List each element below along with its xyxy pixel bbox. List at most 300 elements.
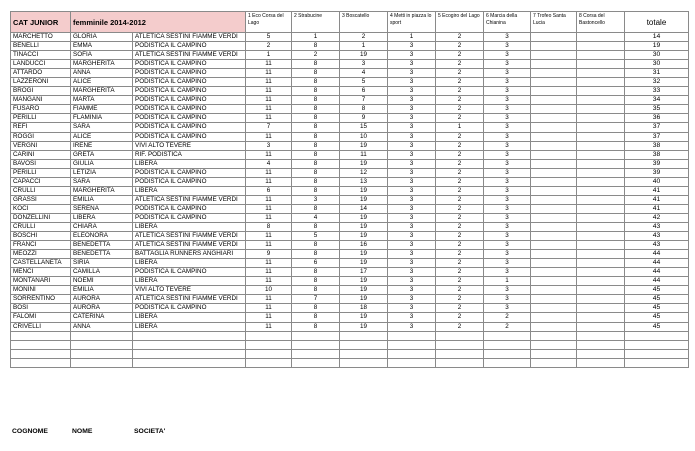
table-row xyxy=(11,322,689,331)
cell-race-4: 3 xyxy=(388,141,436,150)
cell-name: SIRIA xyxy=(71,259,133,268)
empty-cell xyxy=(484,349,531,358)
cell-race-3: 19 xyxy=(340,186,388,195)
cell-name: SARA xyxy=(71,123,133,132)
cell-surname: TINACCI xyxy=(11,51,71,60)
cell-race-1: 8 xyxy=(246,222,292,231)
cell-race-5: 2 xyxy=(436,259,484,268)
cell-total: 30 xyxy=(625,60,689,69)
cell-surname: MENCI xyxy=(11,268,71,277)
table-row xyxy=(11,168,689,177)
cell-race-8 xyxy=(577,60,625,69)
cell-race-1: 11 xyxy=(246,304,292,313)
cell-race-4: 3 xyxy=(388,69,436,78)
cell-surname: BOSCHI xyxy=(11,232,71,241)
cell-race-3: 19 xyxy=(340,159,388,168)
cell-name: FIAMME xyxy=(71,105,133,114)
empty-row xyxy=(11,349,689,358)
cell-race-2: 8 xyxy=(292,132,340,141)
cell-race-1: 11 xyxy=(246,177,292,186)
cell-race-2: 5 xyxy=(292,232,340,241)
cell-surname: CRIVELLI xyxy=(11,322,71,331)
cell-race-1: 4 xyxy=(246,159,292,168)
cell-total: 39 xyxy=(625,159,689,168)
cell-race-5: 2 xyxy=(436,322,484,331)
cell-name: GRETA xyxy=(71,150,133,159)
cell-race-2: 8 xyxy=(292,114,340,123)
empty-cell xyxy=(246,331,292,340)
cell-race-1: 3 xyxy=(246,141,292,150)
cell-total: 37 xyxy=(625,132,689,141)
table-row xyxy=(11,195,689,204)
cell-name: ANNA xyxy=(71,69,133,78)
table-row xyxy=(11,150,689,159)
empty-cell xyxy=(246,340,292,349)
table-row xyxy=(11,114,689,123)
cell-total: 43 xyxy=(625,241,689,250)
cell-race-4: 3 xyxy=(388,168,436,177)
cell-race-2: 8 xyxy=(292,250,340,259)
cell-name: ANNA xyxy=(71,322,133,331)
cell-surname: CRULLI xyxy=(11,186,71,195)
cell-race-6: 3 xyxy=(484,195,531,204)
cell-race-2: 8 xyxy=(292,268,340,277)
cell-race-2: 7 xyxy=(292,295,340,304)
empty-row xyxy=(11,331,689,340)
cell-race-4: 3 xyxy=(388,213,436,222)
cell-race-4: 3 xyxy=(388,42,436,51)
cell-race-6: 3 xyxy=(484,33,531,42)
cell-race-6: 3 xyxy=(484,141,531,150)
cell-club: ATLETICA SESTINI FIAMME VERDI xyxy=(133,295,246,304)
cell-name: MARGHERITA xyxy=(71,60,133,69)
cell-race-7 xyxy=(531,322,577,331)
cell-race-6: 3 xyxy=(484,159,531,168)
empty-cell xyxy=(625,340,689,349)
cell-name: CHIARA xyxy=(71,222,133,231)
empty-cell xyxy=(340,340,388,349)
cell-surname: KOCI xyxy=(11,204,71,213)
cell-club: LIBERA xyxy=(133,259,246,268)
cell-surname: CASTELLANETA xyxy=(11,259,71,268)
cell-race-8 xyxy=(577,141,625,150)
cell-race-4: 3 xyxy=(388,60,436,69)
cell-race-2: 8 xyxy=(292,150,340,159)
cell-race-1: 11 xyxy=(246,87,292,96)
cell-club: PODISTICA IL CAMPINO xyxy=(133,204,246,213)
cell-total: 14 xyxy=(625,33,689,42)
table-row xyxy=(11,123,689,132)
table-row xyxy=(11,96,689,105)
cell-race-6: 3 xyxy=(484,168,531,177)
cell-race-6: 3 xyxy=(484,123,531,132)
cell-race-8 xyxy=(577,213,625,222)
cell-surname: DONZELLINI xyxy=(11,213,71,222)
cell-club: PODISTICA IL CAMPINO xyxy=(133,69,246,78)
cell-race-6: 3 xyxy=(484,114,531,123)
cell-club: VIVI ALTO TEVERE xyxy=(133,286,246,295)
table-row xyxy=(11,60,689,69)
cell-race-7 xyxy=(531,259,577,268)
cell-surname: LANDUCCI xyxy=(11,60,71,69)
cell-race-1: 6 xyxy=(246,186,292,195)
cell-race-4: 3 xyxy=(388,51,436,60)
empty-cell xyxy=(292,358,340,367)
cell-race-4: 3 xyxy=(388,304,436,313)
cell-club: PODISTICA IL CAMPINO xyxy=(133,114,246,123)
cell-surname: PERILLI xyxy=(11,168,71,177)
cell-total: 39 xyxy=(625,168,689,177)
cell-club: PODISTICA IL CAMPINO xyxy=(133,304,246,313)
cell-race-6: 3 xyxy=(484,96,531,105)
cell-club: RIF. PODISTICA xyxy=(133,150,246,159)
table-row xyxy=(11,177,689,186)
cell-club: PODISTICA IL CAMPINO xyxy=(133,168,246,177)
cell-race-1: 11 xyxy=(246,204,292,213)
cell-race-3: 19 xyxy=(340,213,388,222)
table-row xyxy=(11,87,689,96)
table-row xyxy=(11,241,689,250)
cell-race-2: 8 xyxy=(292,60,340,69)
cell-surname: BENELLI xyxy=(11,42,71,51)
cell-race-5: 1 xyxy=(436,123,484,132)
cell-race-6: 3 xyxy=(484,42,531,51)
empty-cell xyxy=(292,331,340,340)
cell-race-8 xyxy=(577,268,625,277)
cell-race-3: 19 xyxy=(340,322,388,331)
cell-total: 43 xyxy=(625,222,689,231)
cell-race-7 xyxy=(531,69,577,78)
cell-name: MARGHERITA xyxy=(71,87,133,96)
cell-race-4: 3 xyxy=(388,313,436,322)
cell-race-1: 11 xyxy=(246,105,292,114)
cell-total: 34 xyxy=(625,96,689,105)
cell-race-5: 2 xyxy=(436,42,484,51)
cell-surname: ROGGI xyxy=(11,132,71,141)
race-header-6: 6 Marcia della Chianina xyxy=(484,12,531,33)
race-header-1: 1 Eco Corsa del Lago xyxy=(246,12,292,33)
cell-total: 38 xyxy=(625,150,689,159)
cell-race-6: 3 xyxy=(484,304,531,313)
cell-race-3: 9 xyxy=(340,114,388,123)
empty-cell xyxy=(388,331,436,340)
cell-race-6: 3 xyxy=(484,186,531,195)
cell-race-8 xyxy=(577,241,625,250)
cell-race-2: 8 xyxy=(292,322,340,331)
cell-race-3: 18 xyxy=(340,304,388,313)
empty-cell xyxy=(388,349,436,358)
cell-race-7 xyxy=(531,51,577,60)
cell-surname: CARINI xyxy=(11,150,71,159)
cell-total: 45 xyxy=(625,304,689,313)
empty-cell xyxy=(133,358,246,367)
cell-race-7 xyxy=(531,132,577,141)
cell-name: EMMA xyxy=(71,42,133,51)
cell-surname: CAPACCI xyxy=(11,177,71,186)
cell-race-3: 13 xyxy=(340,177,388,186)
cell-race-2: 8 xyxy=(292,96,340,105)
cell-race-6: 3 xyxy=(484,60,531,69)
cell-club: LIBERA xyxy=(133,313,246,322)
cell-race-2: 8 xyxy=(292,313,340,322)
table-row xyxy=(11,204,689,213)
category-cell: CAT JUNIOR xyxy=(11,12,71,33)
empty-cell xyxy=(246,349,292,358)
cell-surname: BROGI xyxy=(11,87,71,96)
cell-total: 35 xyxy=(625,105,689,114)
empty-row xyxy=(11,340,689,349)
cell-race-1: 11 xyxy=(246,295,292,304)
empty-cell xyxy=(71,349,133,358)
cell-race-3: 2 xyxy=(340,33,388,42)
cell-race-6: 3 xyxy=(484,213,531,222)
cell-race-1: 11 xyxy=(246,213,292,222)
cell-race-4: 3 xyxy=(388,277,436,286)
cell-race-6: 3 xyxy=(484,204,531,213)
cell-total: 19 xyxy=(625,42,689,51)
cell-name: SERENA xyxy=(71,204,133,213)
cell-race-6: 3 xyxy=(484,259,531,268)
cell-race-5: 2 xyxy=(436,168,484,177)
cell-race-7 xyxy=(531,159,577,168)
table-row xyxy=(11,78,689,87)
cell-race-7 xyxy=(531,304,577,313)
cell-race-6: 3 xyxy=(484,69,531,78)
cell-race-1: 11 xyxy=(246,60,292,69)
cell-surname: BAVOSI xyxy=(11,159,71,168)
cell-name: MARGHERITA xyxy=(71,186,133,195)
cell-race-2: 8 xyxy=(292,123,340,132)
cell-race-6: 3 xyxy=(484,295,531,304)
cell-race-8 xyxy=(577,313,625,322)
empty-cell xyxy=(340,358,388,367)
cell-race-2: 8 xyxy=(292,186,340,195)
cell-race-4: 3 xyxy=(388,322,436,331)
cell-club: PODISTICA IL CAMPINO xyxy=(133,213,246,222)
cell-race-3: 4 xyxy=(340,69,388,78)
cell-race-5: 2 xyxy=(436,114,484,123)
empty-cell xyxy=(484,358,531,367)
cell-race-4: 3 xyxy=(388,286,436,295)
cell-name: LETIZIA xyxy=(71,168,133,177)
empty-cell xyxy=(484,331,531,340)
empty-cell xyxy=(340,331,388,340)
cell-surname: VERGNI xyxy=(11,141,71,150)
cell-total: 40 xyxy=(625,177,689,186)
cell-name: MARTA xyxy=(71,96,133,105)
cell-race-7 xyxy=(531,250,577,259)
cell-race-7 xyxy=(531,277,577,286)
cell-race-8 xyxy=(577,259,625,268)
cell-race-8 xyxy=(577,105,625,114)
cell-race-8 xyxy=(577,277,625,286)
cell-total: 32 xyxy=(625,78,689,87)
cell-race-1: 11 xyxy=(246,241,292,250)
empty-cell xyxy=(531,358,577,367)
cell-club: VIVI ALTO TEVERE xyxy=(133,141,246,150)
cell-race-1: 11 xyxy=(246,195,292,204)
cell-race-3: 17 xyxy=(340,268,388,277)
cell-race-3: 12 xyxy=(340,168,388,177)
cell-race-1: 11 xyxy=(246,132,292,141)
cell-race-2: 3 xyxy=(292,195,340,204)
footer-surname: COGNOME xyxy=(12,428,48,435)
cell-total: 44 xyxy=(625,277,689,286)
empty-cell xyxy=(11,331,71,340)
cell-race-6: 1 xyxy=(484,277,531,286)
cell-race-5: 2 xyxy=(436,96,484,105)
cell-name: ELEONORA xyxy=(71,232,133,241)
cell-surname: GRASSI xyxy=(11,195,71,204)
cell-club: PODISTICA IL CAMPINO xyxy=(133,268,246,277)
cell-race-2: 8 xyxy=(292,69,340,78)
cell-club: LIBERA xyxy=(133,159,246,168)
cell-race-3: 14 xyxy=(340,204,388,213)
empty-cell xyxy=(11,349,71,358)
cell-club: PODISTICA IL CAMPINO xyxy=(133,132,246,141)
cell-race-3: 1 xyxy=(340,42,388,51)
cell-club: PODISTICA IL CAMPINO xyxy=(133,78,246,87)
cell-race-2: 8 xyxy=(292,105,340,114)
cell-race-3: 15 xyxy=(340,123,388,132)
cell-race-5: 2 xyxy=(436,51,484,60)
cell-race-7 xyxy=(531,313,577,322)
cell-club: ATLETICA SESTINI FIAMME VERDI xyxy=(133,33,246,42)
cell-race-5: 2 xyxy=(436,313,484,322)
cell-race-6: 3 xyxy=(484,150,531,159)
header-row xyxy=(11,12,689,33)
cell-race-1: 11 xyxy=(246,322,292,331)
cell-name: SARA xyxy=(71,177,133,186)
cell-race-4: 3 xyxy=(388,259,436,268)
cell-race-8 xyxy=(577,295,625,304)
cell-club: ATLETICA SESTINI FIAMME VERDI xyxy=(133,241,246,250)
cell-race-2: 8 xyxy=(292,78,340,87)
cell-surname: FUSARO xyxy=(11,105,71,114)
cell-race-3: 19 xyxy=(340,313,388,322)
empty-cell xyxy=(531,331,577,340)
empty-cell xyxy=(436,349,484,358)
cell-race-4: 3 xyxy=(388,123,436,132)
cell-race-2: 8 xyxy=(292,42,340,51)
cell-race-8 xyxy=(577,250,625,259)
cell-race-6: 3 xyxy=(484,78,531,87)
empty-cell xyxy=(11,358,71,367)
cell-race-4: 3 xyxy=(388,150,436,159)
cell-race-8 xyxy=(577,177,625,186)
empty-cell xyxy=(625,358,689,367)
race-header-2: 2 Strabucine xyxy=(292,12,340,33)
cell-surname: MEOZZI xyxy=(11,250,71,259)
table-row xyxy=(11,313,689,322)
cell-race-7 xyxy=(531,286,577,295)
cell-name: GIULIA xyxy=(71,159,133,168)
empty-cell xyxy=(484,340,531,349)
cell-race-6: 3 xyxy=(484,286,531,295)
empty-cell xyxy=(133,331,246,340)
cell-race-1: 11 xyxy=(246,277,292,286)
cell-club: PODISTICA IL CAMPINO xyxy=(133,60,246,69)
cell-race-4: 3 xyxy=(388,204,436,213)
cell-race-7 xyxy=(531,204,577,213)
cell-race-2: 1 xyxy=(292,33,340,42)
cell-race-3: 19 xyxy=(340,277,388,286)
empty-cell xyxy=(71,331,133,340)
cell-race-3: 16 xyxy=(340,241,388,250)
cell-race-2: 8 xyxy=(292,87,340,96)
cell-club: PODISTICA IL CAMPINO xyxy=(133,96,246,105)
cell-race-5: 2 xyxy=(436,105,484,114)
cell-race-5: 2 xyxy=(436,60,484,69)
empty-cell xyxy=(292,340,340,349)
cell-race-5: 2 xyxy=(436,87,484,96)
cell-race-3: 19 xyxy=(340,195,388,204)
cell-race-5: 2 xyxy=(436,177,484,186)
cell-race-7 xyxy=(531,123,577,132)
cell-race-1: 11 xyxy=(246,96,292,105)
cell-name: BENEDETTA xyxy=(71,250,133,259)
cell-race-6: 3 xyxy=(484,51,531,60)
cell-surname: MANGANI xyxy=(11,96,71,105)
cell-race-5: 2 xyxy=(436,304,484,313)
cell-club: PODISTICA IL CAMPINO xyxy=(133,42,246,51)
empty-cell xyxy=(577,349,625,358)
cell-race-4: 3 xyxy=(388,177,436,186)
cell-race-2: 8 xyxy=(292,141,340,150)
cell-race-4: 3 xyxy=(388,186,436,195)
cell-race-1: 11 xyxy=(246,114,292,123)
cell-race-2: 8 xyxy=(292,159,340,168)
cell-surname: LAZZERONI xyxy=(11,78,71,87)
cell-surname: MONINI xyxy=(11,286,71,295)
table-row xyxy=(11,268,689,277)
cell-name: ALICE xyxy=(71,132,133,141)
cell-club: LIBERA xyxy=(133,322,246,331)
cell-surname: FALOMI xyxy=(11,313,71,322)
cell-race-7 xyxy=(531,222,577,231)
table-row xyxy=(11,295,689,304)
cell-race-3: 19 xyxy=(340,222,388,231)
cell-race-7 xyxy=(531,168,577,177)
cell-race-1: 2 xyxy=(246,42,292,51)
cell-surname: FRANCI xyxy=(11,241,71,250)
cell-surname: PERILLI xyxy=(11,114,71,123)
cell-race-6: 2 xyxy=(484,313,531,322)
cell-surname: REFI xyxy=(11,123,71,132)
cell-total: 41 xyxy=(625,204,689,213)
cell-race-7 xyxy=(531,96,577,105)
cell-total: 37 xyxy=(625,123,689,132)
cell-club: BATTAGLIA RUNNERS ANGHIARI xyxy=(133,250,246,259)
cell-race-4: 3 xyxy=(388,241,436,250)
cell-name: EMILIA xyxy=(71,286,133,295)
cell-race-3: 19 xyxy=(340,51,388,60)
cell-total: 45 xyxy=(625,286,689,295)
cell-race-3: 6 xyxy=(340,87,388,96)
table-row xyxy=(11,186,689,195)
cell-race-8 xyxy=(577,123,625,132)
cell-club: ATLETICA SESTINI FIAMME VERDI xyxy=(133,232,246,241)
cell-race-2: 8 xyxy=(292,204,340,213)
cell-race-8 xyxy=(577,33,625,42)
table-row xyxy=(11,159,689,168)
cell-race-1: 11 xyxy=(246,168,292,177)
cell-race-5: 2 xyxy=(436,132,484,141)
cell-race-5: 2 xyxy=(436,78,484,87)
cell-race-6: 3 xyxy=(484,250,531,259)
race-header-8: 8 Corsa del Bastoncello xyxy=(577,12,625,33)
cell-race-3: 11 xyxy=(340,150,388,159)
